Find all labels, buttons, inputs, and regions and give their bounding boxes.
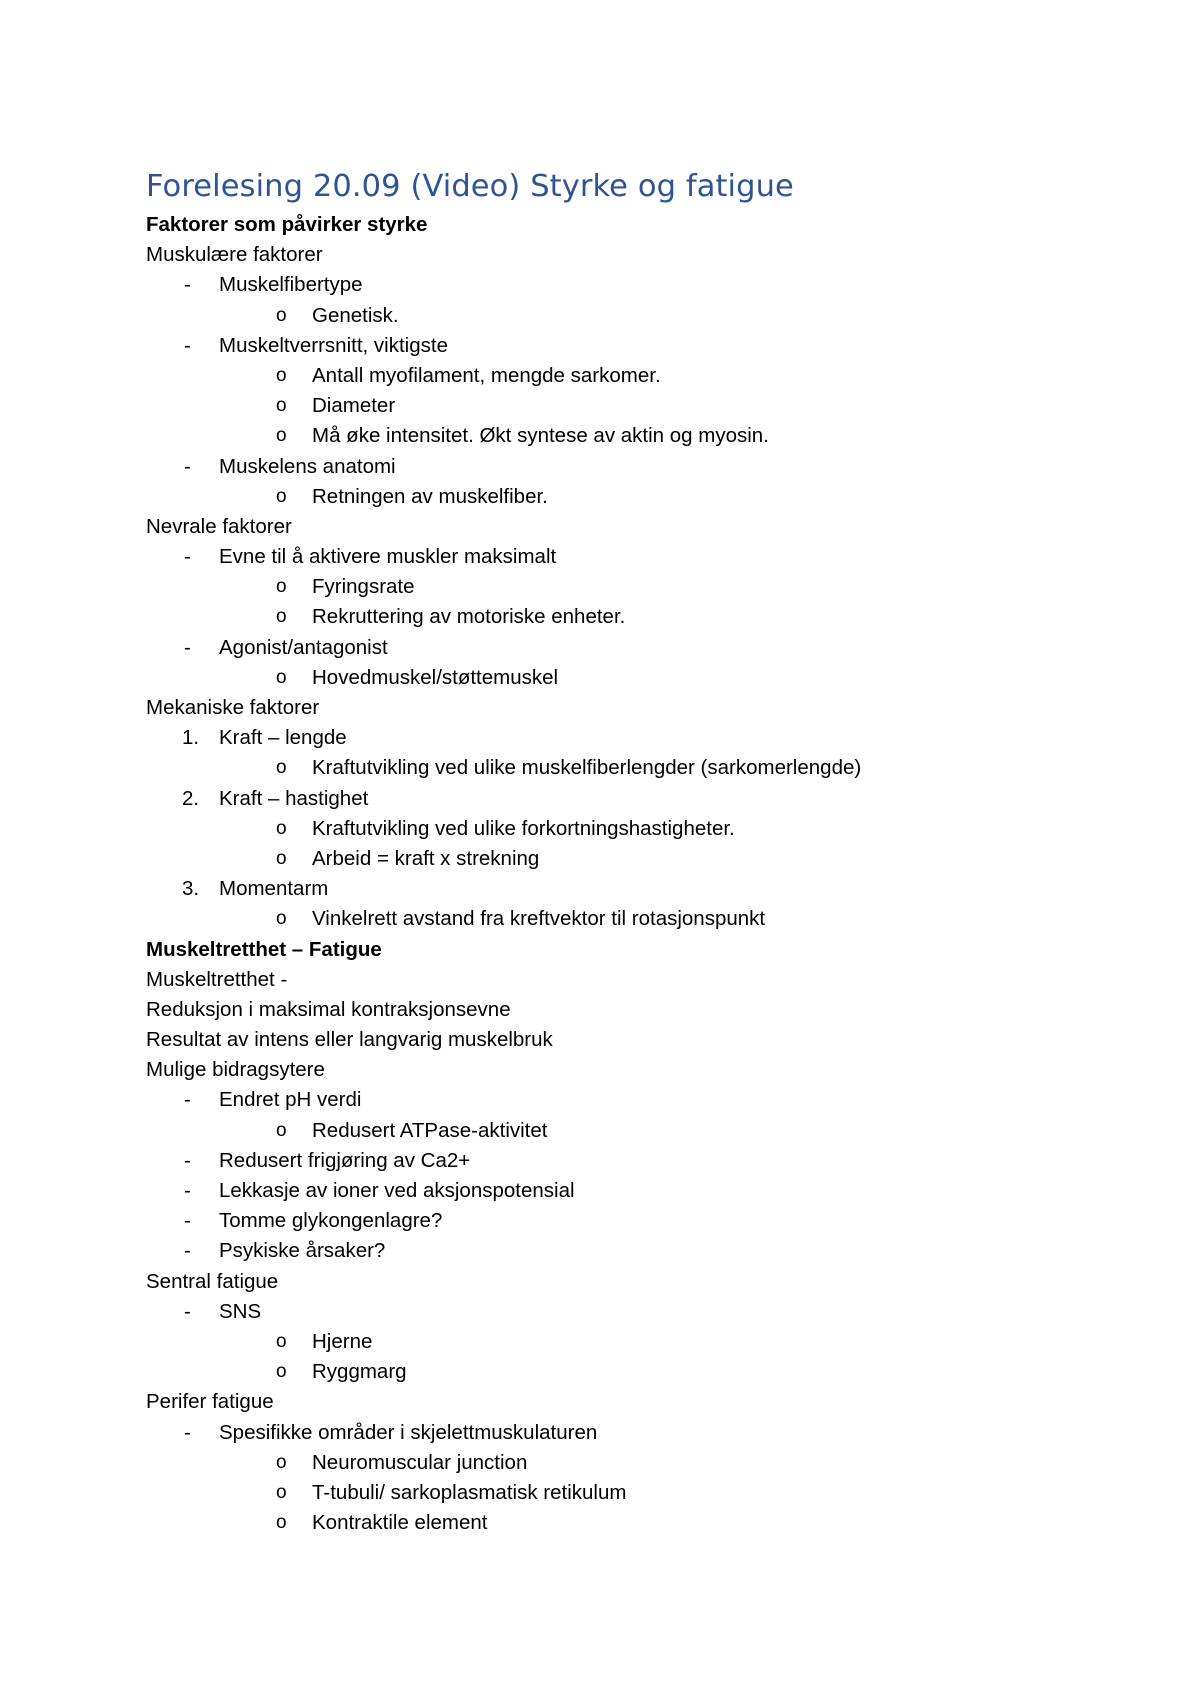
dash-bullet-icon: - [184,1299,191,1323]
sub-bullet-item [146,1327,1146,1357]
paragraph [146,965,1146,995]
line-text: Må øke intensitet. Økt syntese av aktin og myosin. [312,424,769,448]
paragraph [146,693,1146,723]
line-text: Muskelens anatomi [219,454,396,478]
paragraph [146,1387,1146,1417]
line-text: Diameter [312,394,396,418]
circle-bullet-icon: o [276,1481,287,1503]
sub-bullet-item [146,572,1146,602]
line-text: Kraftutvikling ved ulike forkortningshastigheter. [312,816,735,840]
paragraph [146,1055,1146,1085]
sub-bullet-item [146,602,1146,632]
line-text: Lekkasje av ioner ved aksjonspotensial [219,1179,575,1202]
bullet-item [146,331,1146,361]
paragraph [146,1025,1146,1055]
line-text: Hjerne [312,1329,373,1353]
line-text: Muskulære faktorer [146,243,323,267]
paragraph [146,512,1146,542]
dash-bullet-icon: - [184,1088,191,1112]
circle-bullet-icon: o [276,606,287,628]
paragraph [146,1267,1146,1297]
sub-bullet-item [146,1357,1146,1387]
circle-bullet-icon: o [276,364,287,386]
line-text: Retningen av muskelfiber. [312,484,548,508]
sub-bullet-item [146,361,1146,391]
dash-bullet-icon: - [184,273,191,297]
line-text: Faktorer som påvirker styrke [146,213,428,236]
line-text: Tomme glykongenlagre? [219,1209,443,1233]
sub-bullet-item [146,753,1146,783]
bullet-item [146,1176,1146,1206]
dash-bullet-icon: - [184,1148,191,1172]
line-text: Hovedmuskel/støttemuskel [312,665,559,689]
bullet-item [146,1236,1146,1266]
sub-bullet-item [146,814,1146,844]
line-text: Resultat av intens eller langvarig muskelbruk [146,1028,553,1052]
dash-bullet-icon: - [184,1209,191,1233]
sub-bullet-item [146,482,1146,512]
line-text: Neuromuscular junction [312,1450,528,1474]
sub-bullet-item [146,301,1146,331]
line-text: Genetisk. [312,303,399,327]
page-title: Forelesing 20.09 (Video) Styrke og fatigue [146,169,794,204]
circle-bullet-icon: o [276,817,287,839]
sub-bullet-item [146,904,1146,934]
document-body [146,210,1146,1538]
section-heading [146,210,1146,240]
numbered-item [146,784,1146,814]
line-text: Mekaniske faktorer [146,696,320,719]
line-text: Kontraktile element [312,1511,488,1535]
dash-bullet-icon: - [184,545,191,569]
dash-bullet-icon: - [184,333,191,357]
circle-bullet-icon: o [276,847,287,869]
bullet-item [146,1297,1146,1327]
line-text: Muskeltretthet – Fatigue [146,937,382,961]
circle-bullet-icon: o [276,1330,287,1352]
circle-bullet-icon: o [276,908,287,930]
line-text: Kraftutvikling ved ulike muskelfiberlengder (sarkomerlengde) [312,756,862,780]
line-text: Redusert ATPase-aktivitet [312,1118,548,1142]
list-number: 2. [182,786,200,810]
bullet-item [146,1418,1146,1448]
line-text: Muskelfibertype [219,273,363,297]
line-text: Sentral fatigue [146,1269,279,1293]
line-text: Spesifikke områder i skjelettmuskulaturen [219,1420,598,1444]
bullet-item [146,542,1146,572]
line-text: Evne til å aktivere muskler maksimalt [219,545,557,569]
dash-bullet-icon: - [184,1179,191,1202]
sub-bullet-item [146,844,1146,874]
circle-bullet-icon: o [276,576,287,598]
numbered-item [146,723,1146,753]
sub-bullet-item [146,421,1146,451]
line-text: SNS [219,1299,262,1323]
dash-bullet-icon: - [184,454,191,478]
line-text: Psykiske årsaker? [219,1239,386,1263]
line-text: Kraft – lengde [219,726,347,750]
bullet-item [146,633,1146,663]
line-text: Vinkelrett avstand fra kreftvektor til rotasjonspunkt [312,907,766,931]
line-text: Ryggmarg [312,1360,407,1384]
circle-bullet-icon: o [276,304,287,326]
circle-bullet-icon: o [276,666,287,688]
sub-bullet-item [146,391,1146,421]
circle-bullet-icon: o [276,1119,287,1141]
bullet-item [146,1085,1146,1115]
line-text: Nevrale faktorer [146,514,292,538]
line-text: Perifer fatigue [146,1390,274,1414]
line-text: T-tubuli/ sarkoplasmatisk retikulum [312,1480,627,1504]
line-text: Rekruttering av motoriske enheter. [312,605,626,629]
list-number: 3. [182,877,200,901]
bullet-item [146,270,1146,300]
line-text: Kraft – hastighet [219,786,369,810]
circle-bullet-icon: o [276,485,287,507]
bullet-item [146,1206,1146,1236]
dash-bullet-icon: - [184,635,191,659]
line-text: Muskeltverrsnitt, viktigste [219,333,448,357]
bullet-item [146,1146,1146,1176]
circle-bullet-icon: o [276,757,287,779]
line-text: Reduksjon i maksimal kontraksjonsevne [146,997,511,1021]
line-text: Fyringsrate [312,575,415,599]
circle-bullet-icon: o [276,1451,287,1473]
line-text: Mulige bidragsytere [146,1058,325,1082]
circle-bullet-icon: o [276,1361,287,1383]
line-text: Muskeltretthet - [146,967,288,991]
document-page [146,164,1146,1538]
numbered-item [146,874,1146,904]
line-text: Agonist/antagonist [219,635,388,659]
circle-bullet-icon: o [276,395,287,417]
line-text: Arbeid = kraft x strekning [312,846,540,870]
paragraph [146,995,1146,1025]
circle-bullet-icon: o [276,425,287,447]
line-text: Momentarm [219,877,329,901]
sub-bullet-item [146,1116,1146,1146]
paragraph [146,240,1146,270]
circle-bullet-icon: o [276,1512,287,1534]
section-heading [146,935,1146,965]
dash-bullet-icon: - [184,1420,191,1444]
list-number: 1. [182,726,200,750]
sub-bullet-item [146,663,1146,693]
line-text: Endret pH verdi [219,1088,362,1112]
sub-bullet-item [146,1508,1146,1538]
sub-bullet-item [146,1448,1146,1478]
dash-bullet-icon: - [184,1239,191,1263]
bullet-item [146,452,1146,482]
line-text: Redusert frigjøring av Ca2+ [219,1148,471,1172]
sub-bullet-item [146,1478,1146,1508]
line-text: Antall myofilament, mengde sarkomer. [312,363,661,387]
